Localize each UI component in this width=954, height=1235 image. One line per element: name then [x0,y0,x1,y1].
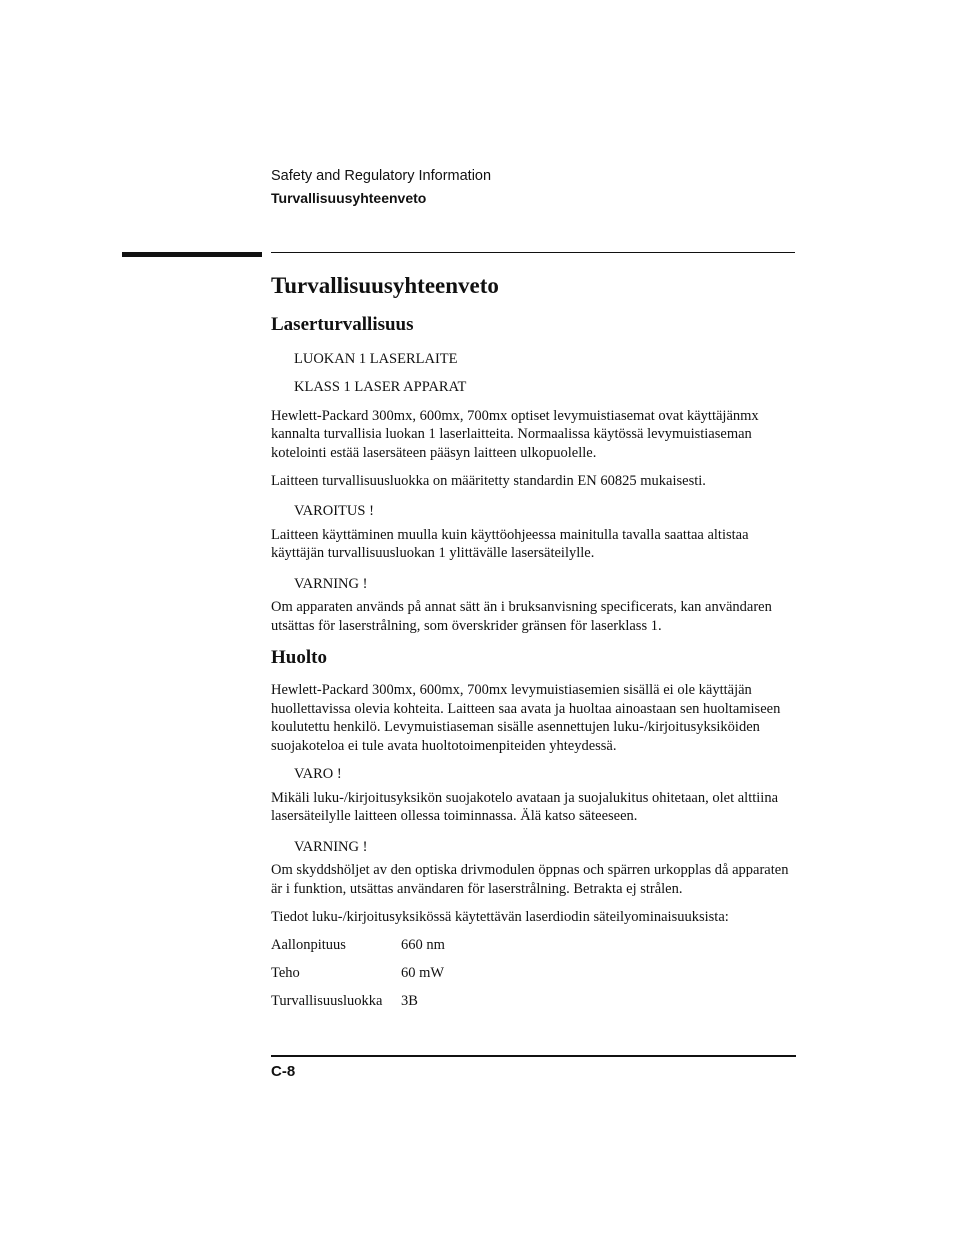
page-number: C-8 [271,1063,296,1080]
laser-class-fi: LUOKAN 1 LASERLAITE [294,351,458,367]
spec-row [271,936,795,955]
spec-value: 3B [401,992,418,1009]
laser-class-sv: KLASS 1 LASER APPARAT [294,379,467,395]
running-header-section: Safety and Regulatory Information [271,168,492,184]
spec-row [271,964,795,983]
page-title: Turvallisuusyhteenveto [271,273,499,298]
laser-paragraph-2: Laitteen turvallisuusluokka on määritetty standardin EN 60825 mukaisesti. [271,472,706,489]
section-marker-bar [122,252,262,257]
spec-row [271,992,795,1011]
running-header-subsection: Turvallisuusyhteenveto [271,190,427,206]
spec-value: 660 nm [401,936,445,953]
service-paragraph-1: Hewlett-Packard 300mx, 600mx, 700mx levymuistiasemien sisällä ei ole käyttäjän huollettavissa olevia kohteita. Laitteen saa avata ja huoltaa ainoastaan sen huoltamiseen koulutettu henkilö. Levymuistiaseman sisälle asennettujen luku-/kirjoitusyksiköiden suojakoteloa ei tule avata huoltotoimenpiteiden yhteydessä. [271,682,781,754]
footer-rule [271,1055,796,1057]
warning-fi-label: VAROITUS ! [294,503,374,519]
spec-label: Turvallisuusluokka [271,992,383,1009]
spec-value: 60 mW [401,964,445,981]
warning-fi-text: Laitteen käyttäminen muulla kuin käyttöohjeessa mainitulla tavalla saattaa altistaa käyttäjän turvallisuusluokan 1 ylittävälle lasersäteilylle. [271,526,749,561]
spec-label: Teho [271,964,300,981]
laser-paragraph-1: Hewlett-Packard 300mx, 600mx, 700mx optiset levymuistiasemat ovat käyttäjänmx kannalta turvallisia luokan 1 laserlaitteita. Normaalissa käytössä levymuistiaseman kotelointi estää lasersäteen pääsyn laitteen ulkopuolelle. [271,407,759,461]
page-content [271,268,795,1010]
running-header [271,165,491,209]
caution-label: VARO ! [294,766,342,782]
specs-intro: Tiedot luku-/kirjoitusyksikössä käytettävän laserdiodin säteilyominaisuuksista: [271,908,729,925]
service-warning-sv-text: Om skyddshöljet av den optiska drivmodulen öppnas och spärren urkopplas då apparaten är i funktion, utsättas användaren för laserstrålning. Betrakta ej strålen. [271,862,789,897]
spec-label: Aallonpituus [271,936,346,953]
title-rule [271,252,795,253]
warning-sv-label: VARNING ! [294,575,368,592]
laser-safety-heading: Laserturvallisuus [271,314,414,335]
service-heading: Huolto [271,647,327,668]
caution-text: Mikäli luku-/kirjoitusyksikön suojakotelo avataan ja suojalukitus ohitetaan, olet alttiina lasersäteilylle laitteen ollessa toiminnassa. Älä katso säteeseen. [271,789,779,824]
service-warning-sv-label: VARNING ! [294,838,368,855]
warning-sv-text: Om apparaten används på annat sätt än i bruksanvisning specificerats, kan användaren utsättas för laserstrålning, som överskrider gränsen för laserklass 1. [271,599,772,634]
